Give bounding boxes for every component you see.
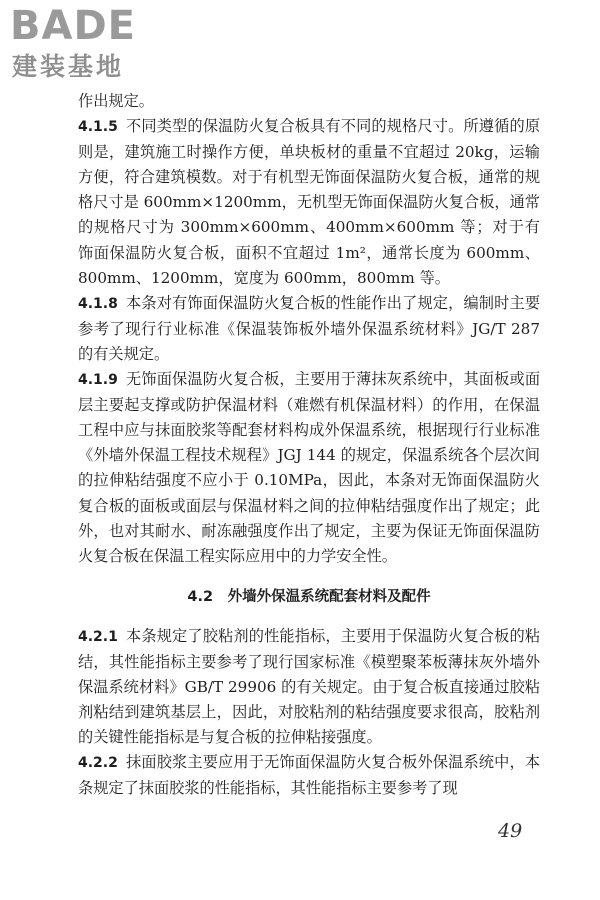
logo xyxy=(10,2,175,88)
clause-number: 4.1.8 xyxy=(78,295,118,312)
page-body xyxy=(78,89,540,802)
clause-number: 4.1.9 xyxy=(78,372,118,389)
logo-brand: BADE xyxy=(10,3,136,49)
clause-number: 4.1.5 xyxy=(78,119,118,136)
clause-4-1-9 xyxy=(78,367,540,569)
paragraph-text: 作出规定。 xyxy=(78,92,154,110)
clause-text: 本条规定了胶粘剂的性能指标，主要用于保温防火复合板的粘结，其性能指标主要参考了现行国家标准《模塑聚苯板薄抹灰外墙外保温系统材料》GB/T 29906 的有关规定。由于复合板直接通过胶粘剂粘结到建筑基层上，因此，对胶粘剂的粘结强度要求很高，胶粘剂的关键性能指标是与复合板的拉伸粘接强度。 xyxy=(78,626,540,747)
section-title: 4.2 外墙外保温系统配套材料及配件 xyxy=(187,588,431,605)
clause-4-2-2 xyxy=(78,750,540,801)
clause-text: 不同类型的保温防火复合板具有不同的规格尺寸。所遵循的原则是，建筑施工时操作方便，单块板材的重量不宜超过 20kg，运输方便，符合建筑模数。对于有机型无饰面保温防火复合板，通常的规格尺寸是 600mm×1200mm，无机型无饰面保温防火复合板，通常的规格尺寸为 300mm×600mm、400mm×600mm 等；对于有饰面保温防火复合板，面积不宜超过 1m²，通常长度为 600mm、800mm、1200mm，宽度为 600mm，800mm 等。 xyxy=(78,117,540,287)
clause-4-1-5 xyxy=(78,114,540,291)
clause-number: 4.2.2 xyxy=(78,755,118,772)
clause-number: 4.2.1 xyxy=(78,628,118,645)
page-number: 49 xyxy=(498,820,523,842)
clause-4-1-8 xyxy=(78,291,540,367)
clause-text: 本条对有饰面保温防火复合板的性能作出了规定，编制时主要参考了现行行业标准《保温装饰板外墙外保温系统材料》JG/T 287 的有关规定。 xyxy=(78,293,540,363)
clause-4-2-1 xyxy=(78,624,540,750)
logo-subtitle: 建装基地 xyxy=(12,52,125,81)
paragraph-continued xyxy=(78,89,540,114)
clause-text: 无饰面保温防火复合板，主要用于薄抹灰系统中，其面板或面层主要起支撑或防护保温材料（难燃有机保温材料）的作用，在保温工程中应与抹面胶浆等配套材料构成外保温系统，根据现行行业标准《外墙外保温工程技术规程》JGJ 144 的规定，保温系统各个层次间的拉伸粘结强度不应小于 0.10MPa，因此，本条对无饰面保温防火复合板的面板或面层与保温材料之间的拉伸粘结强度作出了规定；此外，也对其耐水、耐冻融强度作出了规定，主要为保证无饰面保温防火复合板在保温工程实际应用中的力学安全性。 xyxy=(78,370,540,565)
clause-text: 抹面胶浆主要应用于无饰面保温防火复合板外保温系统中，本条规定了抹面胶浆的性能指标，其性能指标主要参考了现 xyxy=(78,753,540,798)
